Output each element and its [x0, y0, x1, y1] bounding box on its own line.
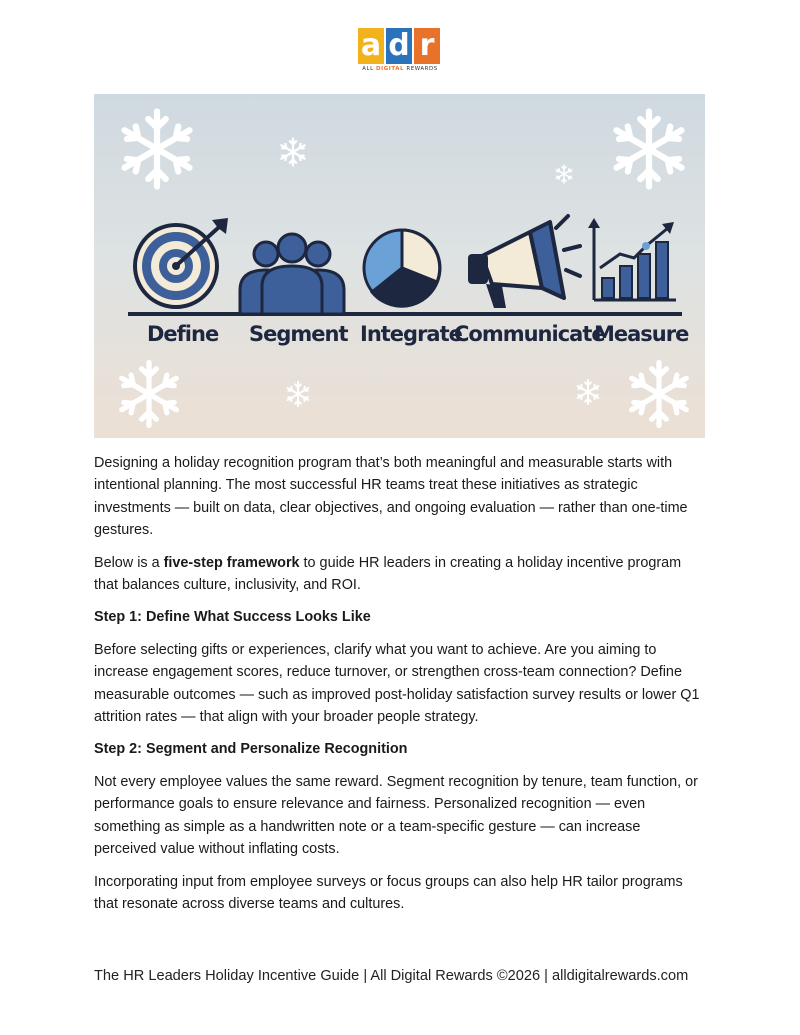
snowflake-icon [632, 363, 687, 426]
hero-illustration [94, 94, 705, 438]
step-label-segment: Segment [249, 322, 348, 346]
snowflake-icon [281, 139, 304, 166]
framework-paragraph: Below is a five-step framework to guide HR leaders in creating a holiday incentive program that balances culture, inclusivity, and ROI. [94, 554, 682, 594]
snowflake-icon [617, 112, 682, 187]
intro-paragraph: Designing a holiday recognition program that’s both meaningful and measurable starts with intentional planning. The most successful HR teams treat these initiatives as strategic investments — built on data, clear objectives, and ongoing evaluation — rather than one-time gestures. [94, 455, 688, 539]
step1-heading: Step 1: Define What Success Looks Like [94, 609, 371, 626]
step2-heading: Step 2: Segment and Personalize Recognition [94, 741, 408, 758]
snowflake-icon [556, 165, 572, 183]
target-icon [135, 218, 228, 307]
step2-extra-paragraph: Incorporating input from employee surveys or focus groups can also help HR tailor programs that resonate across diverse teams and cultures. [94, 873, 683, 912]
step-label-communicate: Communicate [454, 322, 605, 346]
step-label-measure: Measure [594, 322, 689, 346]
megaphone-icon [468, 216, 580, 308]
page-footer: The HR Leaders Holiday Incentive Guide | All Digital Rewards ©2026 | alldigitalrewards.com [94, 968, 689, 984]
logo-tile-a: a [358, 28, 384, 64]
snowflake-icon [125, 112, 190, 187]
step-label-define: Define [147, 322, 219, 346]
logo-subtitle: ALL DIGITAL REWARDS [362, 66, 438, 72]
article-body [94, 452, 706, 925]
framework-emphasis: five-step framework [163, 554, 300, 571]
company-logo [358, 28, 442, 74]
logo-tile-d: d [386, 28, 412, 64]
snowflake-icon [288, 382, 309, 406]
people-icon [240, 234, 344, 314]
step2-paragraph: Not every employee values the same reward. Segment recognition by tenure, team function, or performance goals to ensure relevance and fairness. Personalized recognition — even something as simple as a handwritten note or a team-specific gesture — can increase perceived value without inflating costs. [94, 773, 698, 858]
hero-artwork [94, 94, 705, 438]
bar-chart-icon [588, 218, 676, 300]
step-label-integrate: Integrate [360, 322, 462, 346]
step1-paragraph: Before selecting gifts or experiences, clarify what you want to achieve. Are you aiming to increase engagement scores, reduce turnover, or strengthen cross-team connection? Define measurable outcomes — such as improved post-holiday satisfaction survey results or lower Q1 attrition rates — that align with your broader people strategy. [94, 641, 700, 726]
pie-chart-icon [364, 230, 440, 306]
snowflake-icon [122, 363, 177, 426]
logo-tile-r: r [414, 28, 440, 64]
snowflake-icon [578, 380, 599, 404]
